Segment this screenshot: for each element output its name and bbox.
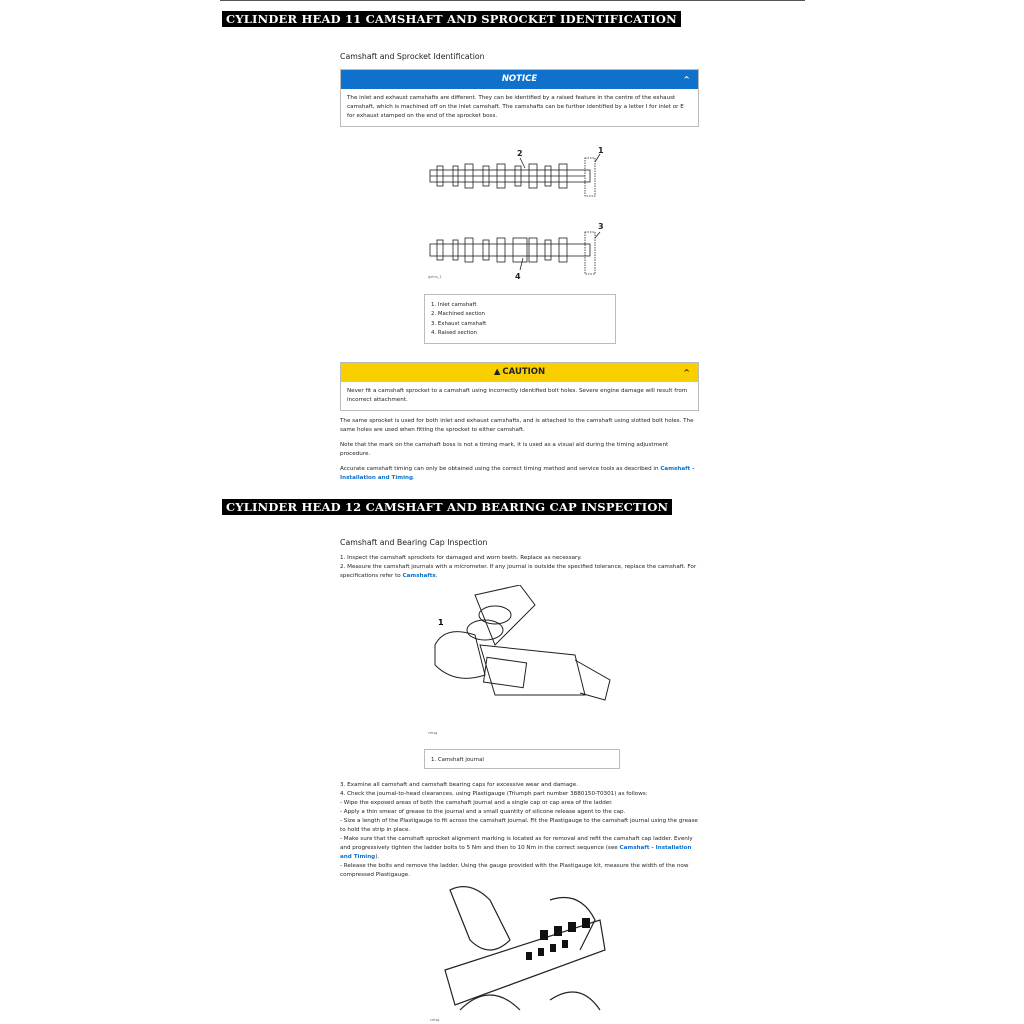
notice-box xyxy=(340,69,699,127)
camshaft-illustration xyxy=(425,140,615,290)
bullet: - Apply a thin smear of grease to the journal and a small quantity of silicone release agent to the cap. xyxy=(340,809,626,815)
section-heading: CYLINDER HEAD 11 CAMSHAFT AND SPROCKET IDENTIFICATION xyxy=(222,11,681,27)
legend-item: 1. Inlet camshaft xyxy=(431,302,477,308)
plastigauge-illustration xyxy=(430,880,610,1020)
chevron-up-icon[interactable]: ^ xyxy=(683,368,690,377)
figure-ref: cmsg xyxy=(428,731,438,735)
caution-title: CAUTION xyxy=(502,367,546,377)
section-11-content xyxy=(340,52,699,127)
notice-header[interactable] xyxy=(341,70,698,89)
legend-item: 2. Machined section xyxy=(431,311,485,318)
chevron-up-icon[interactable]: ^ xyxy=(683,75,690,84)
legend-item: 3. Exhaust camshaft xyxy=(431,320,487,327)
caution-section xyxy=(340,362,699,489)
timing-link[interactable]: Camshaft - Installation and Timing xyxy=(340,466,695,481)
callout-3: 3 xyxy=(598,222,604,231)
callout-1: 1 xyxy=(598,146,604,155)
bullet: - Wipe the exposed areas of both the camshaft journal and a single cap or cap area of the ladder. xyxy=(340,800,613,806)
paragraph: Accurate camshaft timing can only be obtained using the correct timing method and service tools as described in Camshaft - Installation and Timing. xyxy=(340,466,695,481)
subtitle: Camshaft and Bearing Cap Inspection xyxy=(340,538,488,547)
notice-title: NOTICE xyxy=(501,74,538,84)
micrometer-illustration xyxy=(425,585,625,725)
bullet: - Size a length of the Plastigauge to fit across the camshaft journal. Fit the Plastigauge to the camshaft journal using the grease to hold the strip in place. xyxy=(340,818,698,833)
camshafts-link[interactable]: Camshafts xyxy=(402,573,436,579)
callout-4: 4 xyxy=(515,272,521,281)
figure-legend xyxy=(424,749,620,769)
paragraph: Note that the mark on the camshaft boss is not a timing mark, it is used as a visual aid during the timing adjustment procedure. xyxy=(340,442,669,457)
legend-item: 1. Camshaft journal xyxy=(431,757,484,763)
figure-ref: cmsg xyxy=(430,1018,440,1022)
figure-ref: gxhrs_1 xyxy=(428,275,442,279)
callout-1: 1 xyxy=(438,618,444,627)
callout-2: 2 xyxy=(517,149,523,158)
section-heading: CYLINDER HEAD 12 CAMSHAFT AND BEARING CAP INSPECTION xyxy=(222,499,672,515)
step-2: 2. Measure the camshaft journals with a micrometer. If any journal is outside the specified tolerance, replace the camshaft. For specifications refer to Camshafts. xyxy=(340,564,697,579)
paragraph: The same sprocket is used for both inlet and exhaust camshafts, and is attached to the camshaft using slotted bolt holes. The same holes are used when fitting the sprocket to either camshaft. xyxy=(340,418,694,433)
bullet: - Release the bolts and remove the ladder. Using the gauge provided with the Plastigauge kit, measure the width of the now compressed Plastigauge. xyxy=(340,863,689,878)
notice-text: The inlet and exhaust camshafts are different. They can be identified by a raised feature in the centre of the exhaust camshaft, which is machined off on the inlet camshaft. The camshafts can be further identified by a letter I for inlet or E for exhaust stamped on the end of the sprocket boss. xyxy=(347,95,684,119)
step-3: 3. Examine all camshaft and camshaft bearing caps for excessive wear and damage. xyxy=(340,782,578,788)
legend-item: 4. Raised section xyxy=(431,329,477,336)
step-4: 4. Check the journal-to-head clearances, using Plastigauge (Triumph part number 3880150-T0301) as follows: xyxy=(340,791,648,797)
top-divider xyxy=(220,0,805,1)
figure-legend xyxy=(424,294,616,344)
subtitle: Camshaft and Sprocket Identification xyxy=(340,52,485,61)
caution-header[interactable] xyxy=(341,363,698,382)
caution-box xyxy=(340,362,699,411)
step-1: 1. Inspect the camshaft sprockets for damaged and worn teeth. Replace as necessary. xyxy=(340,555,582,561)
warning-triangle-icon: ▲ xyxy=(493,367,501,377)
steps-3-4 xyxy=(340,781,699,880)
caution-text: Never fit a camshaft sprocket to a camshaft using incorrectly identified bolt holes. Severe engine damage will result from incorrect attachment. xyxy=(347,388,688,403)
bullet: - Make sure that the camshaft sprocket alignment marking is located as for removal and refit the camshaft cap ladder. Evenly and progressively tighten the ladder bolts to 5 Nm and then to 10 Nm in the correct sequence (see Camshaft - Installation and Timing). xyxy=(340,836,693,860)
section-12-content xyxy=(340,538,699,581)
timing-link[interactable]: Camshaft - Installation and Timing xyxy=(340,845,692,860)
